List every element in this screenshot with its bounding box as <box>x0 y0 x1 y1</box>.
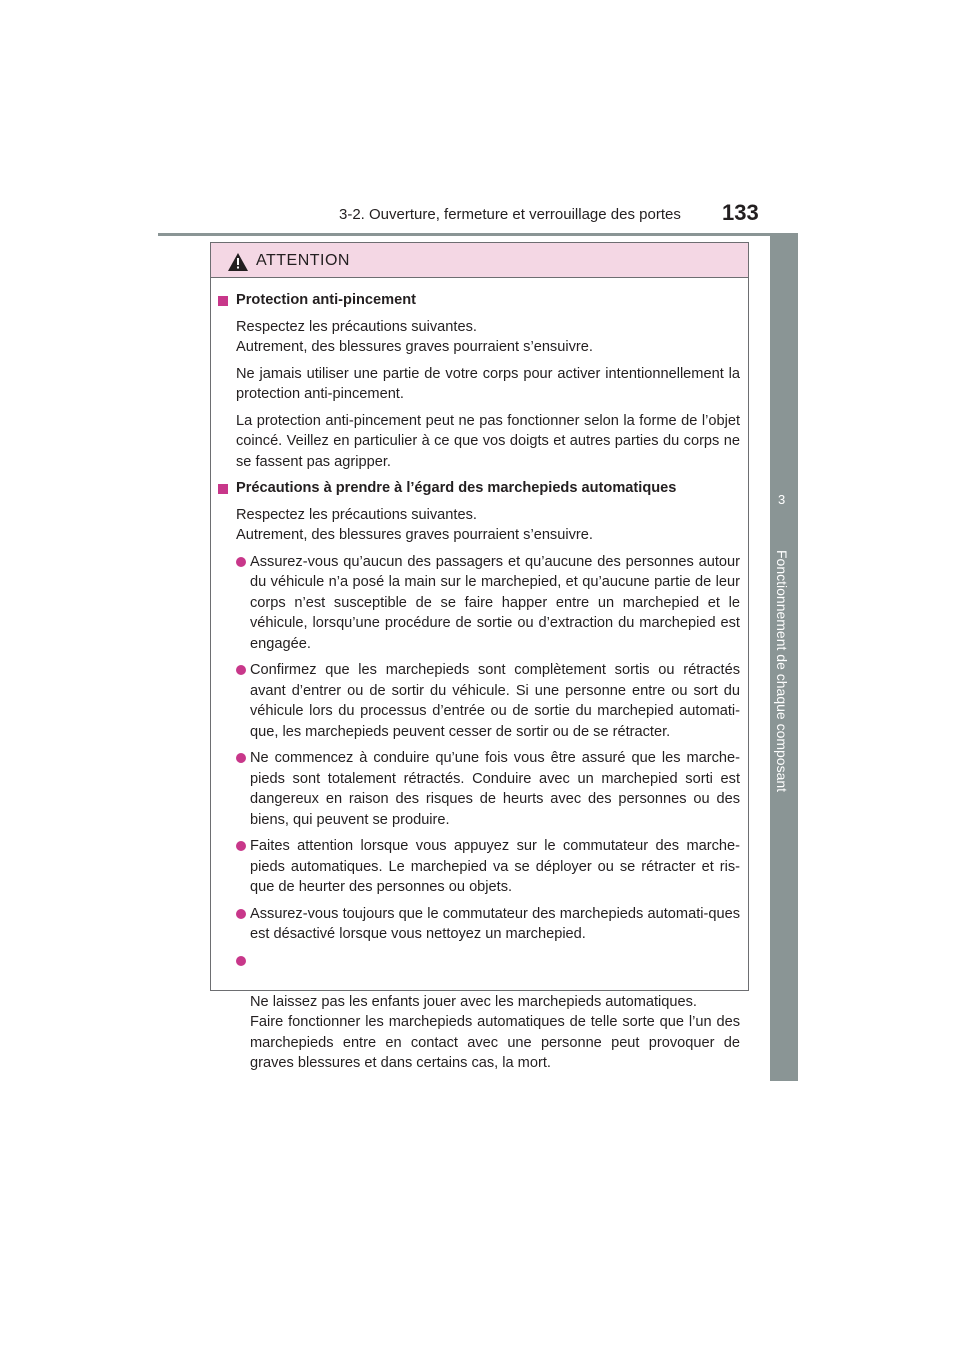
section-heading <box>218 290 740 311</box>
round-bullet-icon <box>236 753 246 763</box>
side-tab-upper <box>770 236 798 481</box>
warning-title: ATTENTION <box>256 252 350 269</box>
list-item-text: Faites attention lorsque vous appuyez sur le commutateur des marche-pieds automatiques. Le marchepied va se déployer ou se rétracter et ris-que de heurter des personnes ou objets. <box>250 838 740 895</box>
warning-header <box>211 243 748 278</box>
list-item-text: Confirmez que les marchepieds sont complètement sortis ou rétractés avant d’entrer ou de sortir du véhicule. Si une personne entre ou sort du véhicule lors du processus d’entrée ou de sortie du marchepied automati-que, les marchepieds peuvent cesser de sortir ou de se rétracter. <box>250 662 740 740</box>
warning-body <box>211 278 748 1074</box>
list-item <box>218 748 740 830</box>
square-bullet-icon <box>218 296 228 306</box>
section-title: 3-2. Ouverture, fermeture et verrouillage des portes <box>339 206 681 223</box>
list-item-text: Ne commencez à conduire qu’une fois vous être assuré que les marche-pieds sont totalement rétractés. Conduire avec un marchepied sorti est dangereux en raison des risques de heurts avec des personnes ou des biens, qui peuvent se produire. <box>250 750 740 828</box>
warning-box <box>210 242 749 1071</box>
header-rule <box>158 233 798 236</box>
chapter-number: 3 <box>778 492 786 507</box>
section-heading-text: Protection anti-pincement <box>236 292 417 308</box>
section-heading-text: Précautions à prendre à l’égard des marchepieds automatiques <box>236 480 677 496</box>
paragraph: La protection anti-pincement peut ne pas fonctionner selon la forme de l’objet coincé. Veillez en particulier à ce que vos doigts et autres parties du corps ne se fassent pas agripper. <box>236 412 740 470</box>
list-item-text: Ne laissez pas les enfants jouer avec les marchepieds automatiques. Faire fonctionner les marchepieds automatiques de telle sorte que l’un des marchepieds entre en contact avec une personne peut provoquer de graves blessures et dans certains cas, la mort. <box>250 993 740 1071</box>
square-bullet-icon <box>218 484 228 494</box>
list-item-text: Assurez-vous qu’aucun des passagers et qu’aucune des personnes autour du véhicule n’a posé la main sur le marchepied, et qu’aucune partie de leur corps n’est susceptible de se faire happer entre un marchepied et le véhicule, lorsqu’une procédure de sortie ou d’extraction du marchepied est engagée. <box>250 553 740 652</box>
section-heading <box>218 478 740 499</box>
chapter-title <box>774 550 790 574</box>
paragraph: Ne jamais utiliser une partie de votre corps pour activer intentionnellement la protection anti-pincement. <box>236 365 740 402</box>
page-number: 133 <box>722 200 759 225</box>
list-item <box>218 836 740 898</box>
paragraph: Respectez les précautions suivantes. Autrement, des blessures graves pourraient s’ensuivre. <box>236 318 593 355</box>
round-bullet-icon <box>236 557 246 567</box>
warning-triangle-icon <box>228 253 248 271</box>
paragraph: Respectez les précautions suivantes. Autrement, des blessures graves pourraient s’ensuivre. <box>236 506 593 543</box>
round-bullet-icon <box>236 956 246 966</box>
round-bullet-icon <box>236 665 246 675</box>
list-item <box>218 660 740 742</box>
list-item <box>218 552 740 655</box>
list-item-text: Assurez-vous toujours que le commutateur des marchepieds automati-ques est désactivé lorsque vous nettoyez un marchepied. <box>250 905 740 942</box>
round-bullet-icon <box>236 909 246 919</box>
list-item <box>218 951 740 1074</box>
round-bullet-icon <box>236 841 246 851</box>
list-item <box>218 904 740 945</box>
